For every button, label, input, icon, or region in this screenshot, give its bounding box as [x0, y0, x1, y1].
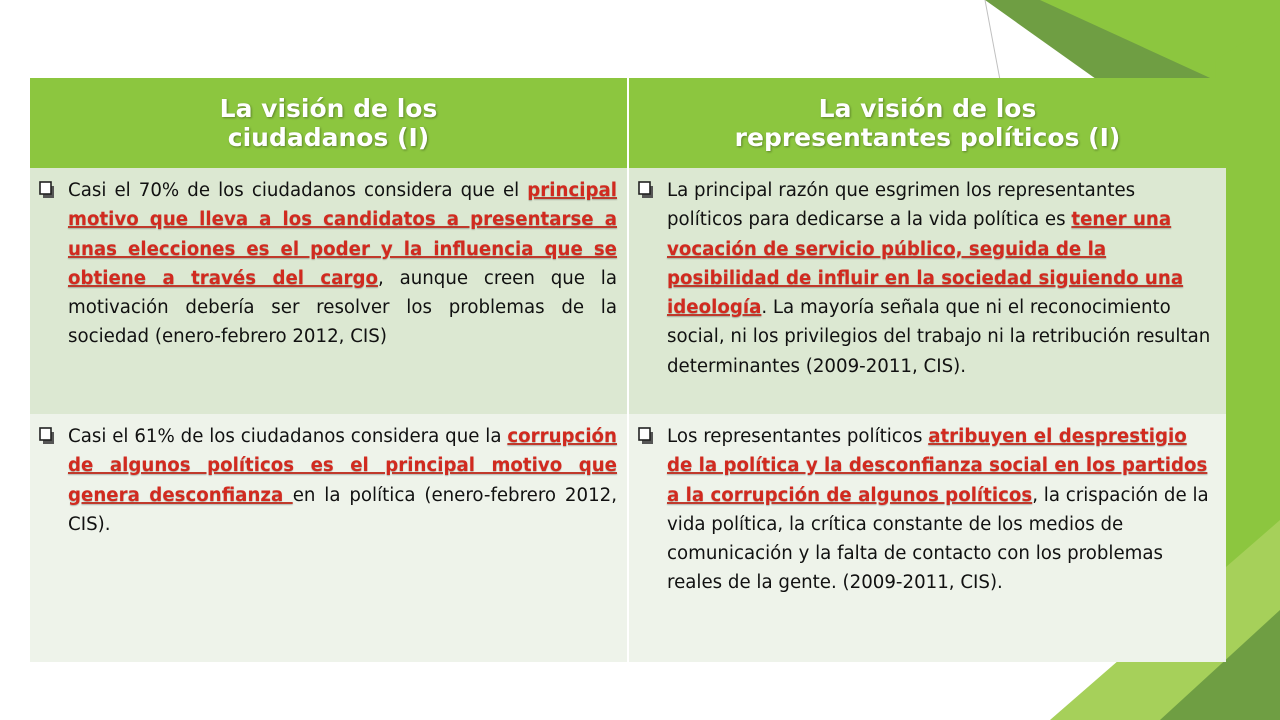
- text-highlight: atribuyen el desprestigio de la política y la desconfianza social en los partidos a la corrupción de algunos políticos: [667, 426, 1208, 506]
- cell-politicians-corruption: [628, 414, 1226, 662]
- header-line: La visión de los: [219, 94, 438, 123]
- header-politicians-vision: [628, 78, 1226, 168]
- table-row: [30, 168, 1226, 414]
- hollow-square-bullet-icon: [39, 427, 55, 445]
- hollow-square-bullet-icon: [39, 181, 55, 199]
- header-line: ciudadanos (I): [227, 123, 430, 152]
- text-highlight: tener una vocación de servicio público, seguida de la posibilidad de influir en la sociedad siguiendo una ideología: [667, 209, 1184, 319]
- hollow-square-bullet-icon: [638, 181, 654, 199]
- hollow-square-bullet-icon: [638, 427, 654, 445]
- text-normal: . La mayoría señala que ni el reconocimiento social, ni los privilegios del trabajo ni la retribución resultan determinantes (2009-2011, CIS).: [667, 297, 1211, 377]
- comparison-table: [30, 78, 1226, 662]
- bullet-text: [68, 422, 617, 539]
- text-normal: La principal razón que esgrimen los representantes políticos para dedicarse a la vida política es: [667, 180, 1136, 231]
- text-normal: en la política (enero-febrero 2012, CIS).: [68, 484, 617, 535]
- text-highlight: principal motivo que lleva a los candidatos a presentarse a unas elecciones es el poder y la influencia que se obtiene a través del cargo: [68, 180, 617, 289]
- bullet-text: [68, 176, 617, 352]
- header-line: representantes políticos (I): [734, 123, 1121, 152]
- table-row: [30, 414, 1226, 662]
- text-normal: Casi el 70% de los ciudadanos considera que el: [68, 180, 528, 201]
- text-normal: , la crispación de la vida política, la crítica constante de los medios de comunicación y la falta de contacto con los problemas reales de la gente. (2009-2011, CIS).: [667, 484, 1209, 594]
- text-normal: , aunque creen que la motivación debería ser resolver los problemas de la sociedad (enero-febrero 2012, CIS): [68, 267, 617, 348]
- header-line: La visión de los: [818, 94, 1037, 123]
- cell-politicians-motivation: [628, 168, 1226, 414]
- deco-thin-line: [985, 0, 1000, 80]
- table-header-row: [30, 78, 1226, 168]
- bullet-text: [667, 422, 1216, 598]
- text-highlight: corrupción de algunos políticos es el principal motivo que genera desconfianza: [68, 426, 617, 506]
- cell-citizens-motivation: [30, 168, 628, 414]
- text-normal: Los representantes políticos: [667, 426, 929, 447]
- text-normal: Casi el 61% de los ciudadanos considera que la: [68, 426, 508, 447]
- header-citizens-vision: [30, 78, 628, 168]
- cell-citizens-corruption: [30, 414, 628, 662]
- bullet-text: [667, 176, 1216, 381]
